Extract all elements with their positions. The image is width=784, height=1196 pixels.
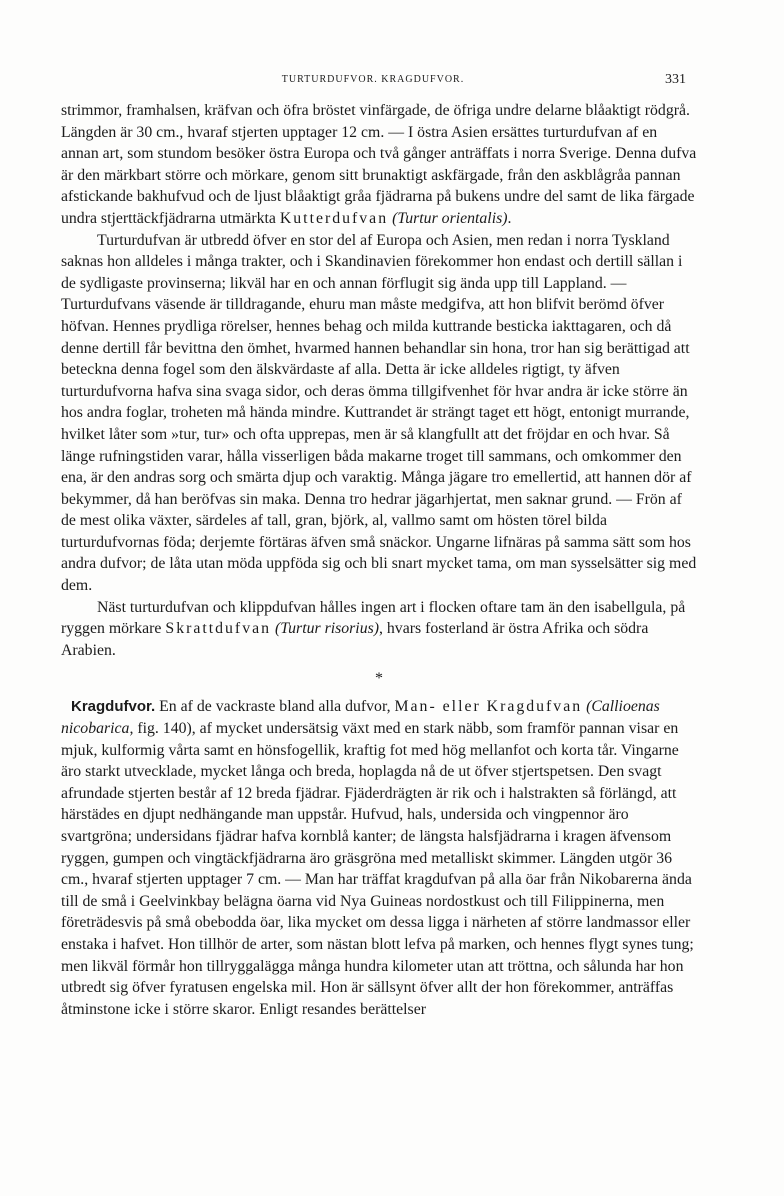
paragraph-text: Näst turturdufvan och klippdufvan hålles ingen art i flocken oftare tam än den isabellgula, på ryggen mörkare bbox=[61, 598, 686, 638]
latin-name-turtur-risorius: (Turtur risorius) bbox=[274, 620, 379, 638]
paragraph-text-end: , hvars fosterland är östra Afrika och södra Arabien. bbox=[61, 620, 649, 659]
latin-name-turtur-orientalis: (Turtur orientalis) bbox=[392, 209, 508, 227]
sentence-end: . bbox=[507, 209, 512, 227]
paragraph-text: fig. 140), af mycket undersätsig växt med en stark näbb, som framför pannan visar en mjuk, kulformig vårta samt en hönsfogellik, kraftig fot med hög mellanfot och korta tår. Vingarne äro starkt utvecklade, mycket långa och breda, hoplagda nå de ut öfver stjertspetsen. Den svagt afrundade stjerten består af 12 breda fjädrar. Fjäderdrägten är rik och i halstrakten så förlängd, att härstädes en djupt nedhängande man uppstår. Hufvud, hals, undersida och vingpennor äro svartgröna; undersidans fjädrar hafva kornblå kanter; de längsta halsfjädrarna i kragen äfvensom ryggen, gumpen och vingtäckfjädrarna äro gräsgröna med metalliskt skimmer. Längden utgör 36 cm., hvaraf stjerten upptager 7 cm. — Man har träffat kragdufvan på alla öar från Nikobarerna ända till de små i Geelvinkbay belägna öarna vid Nya Guineas nordostkust och till Filippinerna, men företrädesvis på små obebodda öar, lika mycket om dessa ligga i närheten af större landmassor eller enstaka i hafvet. Hon tillhör de arter, som nästan blott lefva på marken, och hennes flygt synes tung; men likväl förmår hon tillryggalägga många hundra kilometer utan att tröttna, och sålunda har hon utbredt sig öfver fyratusen engelska mil. Hon är sällsynt öfver allt der hon förekommer, anträffas åtminstone icke i större skaror. Enligt resandes berättelser bbox=[61, 720, 694, 1018]
species-name-kutterdufvan: Kutterdufvan bbox=[279, 209, 389, 227]
paragraph-kragdufvor bbox=[61, 696, 697, 1020]
section-divider-asterisk: * bbox=[375, 670, 383, 688]
section-heading: Kragdufvor. bbox=[71, 698, 156, 716]
paragraph-turtle-dove-description bbox=[61, 100, 697, 230]
species-name-skrattdufvan: Skrattdufvan bbox=[165, 620, 272, 638]
page-number: 331 bbox=[665, 72, 686, 87]
running-title: TURTURDUFVOR. KRAGDUFVOR. bbox=[281, 74, 465, 85]
paragraph-intro: En af de vackraste bland alla dufvor, bbox=[159, 698, 391, 716]
latin-name-callioenas: (Callioenas nicobarica, bbox=[61, 698, 660, 738]
paragraph-text: strimmor, framhalsen, kräfvan och öfra bröstet vinfärgade, de öfriga undre delarne blåaktigt rödgrå. Längden är 30 cm., hvaraf stjerten upptager 12 cm. — I östra Asien ersättes turturdufvan af en annan art, som stundom besöker östra Europa och två gånger anträffats i norra Sverige. Denna dufva är den märkbart större och mörkare, genom sitt brunaktigt askfärgade, från den askblågråa pannan afstickande bakhufvud och de ljust blåaktigt gråa fjädrarna på bukens undre del samt de lika färgade undra stjerttäckfjädrarna utmärkta bbox=[61, 102, 697, 227]
paragraph-text: Turturdufvan är utbredd öfver en stor del af Europa och Asien, men redan i norra Tyskland saknas hon alldeles i många trakter, och i Skandinavien förekommer hon endast och dertill sällan i de sydligaste provinserna; likväl har en och annan förflugit sig ända upp till Lappland. — Turturdufvans väsende är tilldragande, ehuru man måste medgifva, att hon blifvit berömd öfver höfvan. Hennes prydliga rörelser, hennes behag och milda kuttrande besticka iakttagaren, och då denne dertill får bevittna den ömhet, hvarmed hannen behandlar sin hona, tror han sig berättigad att beteckna denna fogel som den älskvärdaste af alla. Detta är icke alldeles rigtigt, ty äfven turturdufvorna hafva sina svaga sidor, och deras ömma tillgifvenhet för hvar andra är icke större än hos andra foglar, troheten må hända mindre. Kuttrandet är strängt taget ett högt, entonigt murrande, hvilket låter som »tur, tur» och ofta upprepas, men är så klangfullt att det fröjdar en och hvar. Så länge rufningstiden varar, hålla visserligen båda makarne troget till sammans, och omkommer den ena, är den andras sorg och smärta djup och varaktig. Många jägare tro emellertid, att hannen dör af bekymmer, då han beröfvas sin maka. Denna tro hedrar jägarhjertat, men saknar grund. — Frön af de mest olika växter, särdeles af tall, gran, björk, al, vallmo samt om hösten törel bilda turturdufvornas föda; derjemte förtäras äfven små snäckor. Ungarne lifnäras på samma sätt som hos andra dufvor; de låta utan möda uppföda sig och bli snart mycket tama, om man sysselsätter sig med dem. bbox=[61, 231, 697, 595]
paragraph-turtle-dove-range bbox=[61, 230, 697, 597]
page-header bbox=[60, 74, 686, 92]
species-name-kragdufvan: Man- eller Kragdufvan bbox=[394, 698, 583, 716]
body-text bbox=[61, 100, 697, 1020]
paragraph-laughing-dove bbox=[61, 597, 697, 662]
